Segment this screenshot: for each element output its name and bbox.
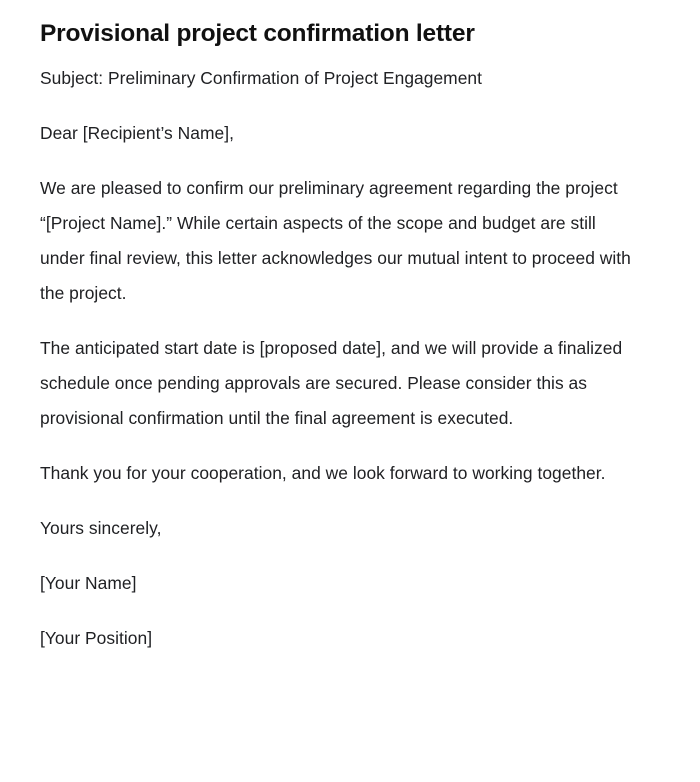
page-title: Provisional project confirmation letter — [40, 20, 475, 47]
body-paragraph-2: The anticipated start date is [proposed date], and we will provide a finalized schedule once pending approvals are secured. Please consider this as provisional confirmation until the final agreement is executed. — [40, 338, 623, 429]
signature-name: [Your Name] — [40, 573, 137, 594]
body-paragraph-1: We are pleased to confirm our preliminary agreement regarding the project “[Project Name].” While certain aspects of the scope and budget are still under final review, this letter acknowledges our mutual intent to proceed with the project. — [40, 178, 631, 304]
signature-position: [Your Position] — [40, 628, 153, 649]
salutation: Dear [Recipient’s Name], — [40, 123, 234, 144]
letter-body — [40, 61, 638, 656]
subject-line: Subject: Preliminary Confirmation of Project Engagement — [40, 68, 483, 89]
body-paragraph-3: Thank you for your cooperation, and we look forward to working together. — [40, 463, 606, 484]
closing-salutation: Yours sincerely, — [40, 518, 162, 539]
